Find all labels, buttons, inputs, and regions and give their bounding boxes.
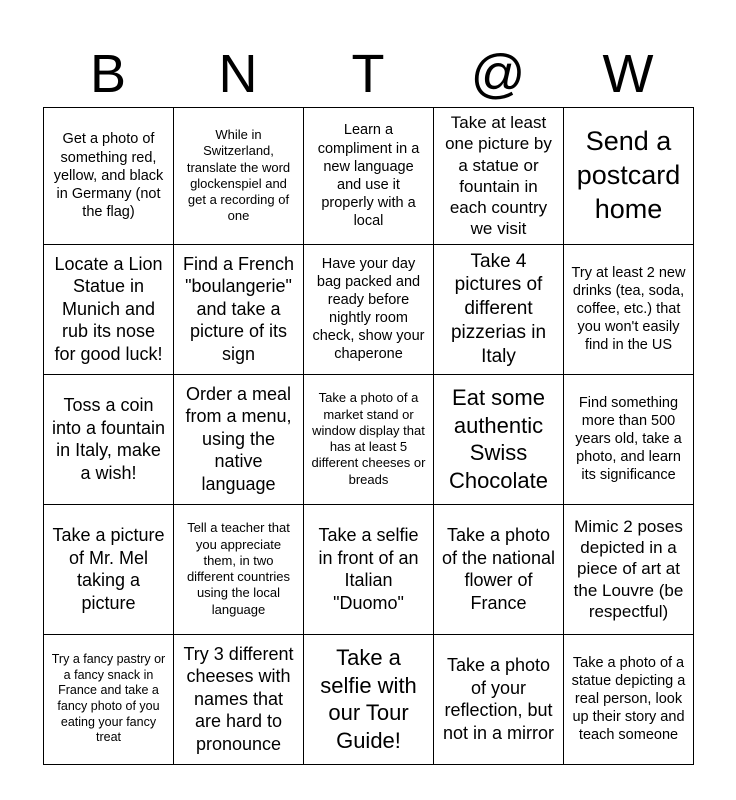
header-letter-t: T xyxy=(351,44,385,104)
header-letter-at: @ xyxy=(470,44,526,104)
bingo-cell[interactable]: Take a photo of your reflection, but not in a mirror xyxy=(434,634,564,764)
bingo-cell[interactable]: Have your day bag packed and ready before nightly room check, show your chaperone xyxy=(304,244,434,374)
bingo-cell[interactable]: Take a photo of a market stand or window display that has at least 5 different cheeses or breads xyxy=(304,374,434,504)
bingo-cell[interactable]: Find something more than 500 years old, take a photo, and learn its significance xyxy=(564,374,694,504)
bingo-row xyxy=(44,504,694,634)
bingo-cell[interactable]: Take a photo of a statue depicting a real person, look up their story and teach someone xyxy=(564,634,694,764)
bingo-cell[interactable]: Take a selfie with our Tour Guide! xyxy=(304,634,434,764)
bingo-grid xyxy=(43,107,694,765)
bingo-row xyxy=(44,108,694,245)
bingo-row xyxy=(44,244,694,374)
bingo-cell[interactable]: Try 3 different cheeses with names that are hard to pronounce xyxy=(174,634,304,764)
bingo-header xyxy=(43,40,693,108)
bingo-cell[interactable]: Take 4 pictures of different pizzerias in Italy xyxy=(434,244,564,374)
bingo-cell[interactable]: Take a selfie in front of an Italian "Duomo" xyxy=(304,504,434,634)
header-letter-b: B xyxy=(89,44,127,104)
bingo-cell[interactable]: Mimic 2 poses depicted in a piece of art at the Louvre (be respectful) xyxy=(564,504,694,634)
header-letter-w: W xyxy=(602,44,654,104)
bingo-cell[interactable]: Locate a Lion Statue in Munich and rub its nose for good luck! xyxy=(44,244,174,374)
bingo-cell[interactable]: Send a postcard home xyxy=(564,108,694,245)
bingo-cell[interactable]: Try at least 2 new drinks (tea, soda, coffee, etc.) that you won't easily find in the US xyxy=(564,244,694,374)
bingo-cell[interactable]: Take a picture of Mr. Mel taking a picture xyxy=(44,504,174,634)
bingo-cell[interactable]: Eat some authentic Swiss Chocolate xyxy=(434,374,564,504)
bingo-cell[interactable]: Get a photo of something red, yellow, and black in Germany (not the flag) xyxy=(44,108,174,245)
bingo-cell[interactable]: While in Switzerland, translate the word glockenspiel and get a recording of one xyxy=(174,108,304,245)
bingo-row xyxy=(44,374,694,504)
bingo-cell[interactable]: Try a fancy pastry or a fancy snack in France and take a fancy photo of you eating your fancy treat xyxy=(44,634,174,764)
bingo-cell[interactable]: Take a photo of the national flower of France xyxy=(434,504,564,634)
header-letter-n: N xyxy=(218,44,258,104)
bingo-cell[interactable]: Toss a coin into a fountain in Italy, make a wish! xyxy=(44,374,174,504)
bingo-cell[interactable]: Order a meal from a menu, using the native language xyxy=(174,374,304,504)
bingo-cell[interactable]: Tell a teacher that you appreciate them, in two different countries using the local language xyxy=(174,504,304,634)
bingo-row xyxy=(44,634,694,764)
bingo-cell[interactable]: Find a French "boulangerie" and take a picture of its sign xyxy=(174,244,304,374)
bingo-cell[interactable]: Take at least one picture by a statue or fountain in each country we visit xyxy=(434,108,564,245)
bingo-cell[interactable]: Learn a compliment in a new language and use it properly with a local xyxy=(304,108,434,245)
